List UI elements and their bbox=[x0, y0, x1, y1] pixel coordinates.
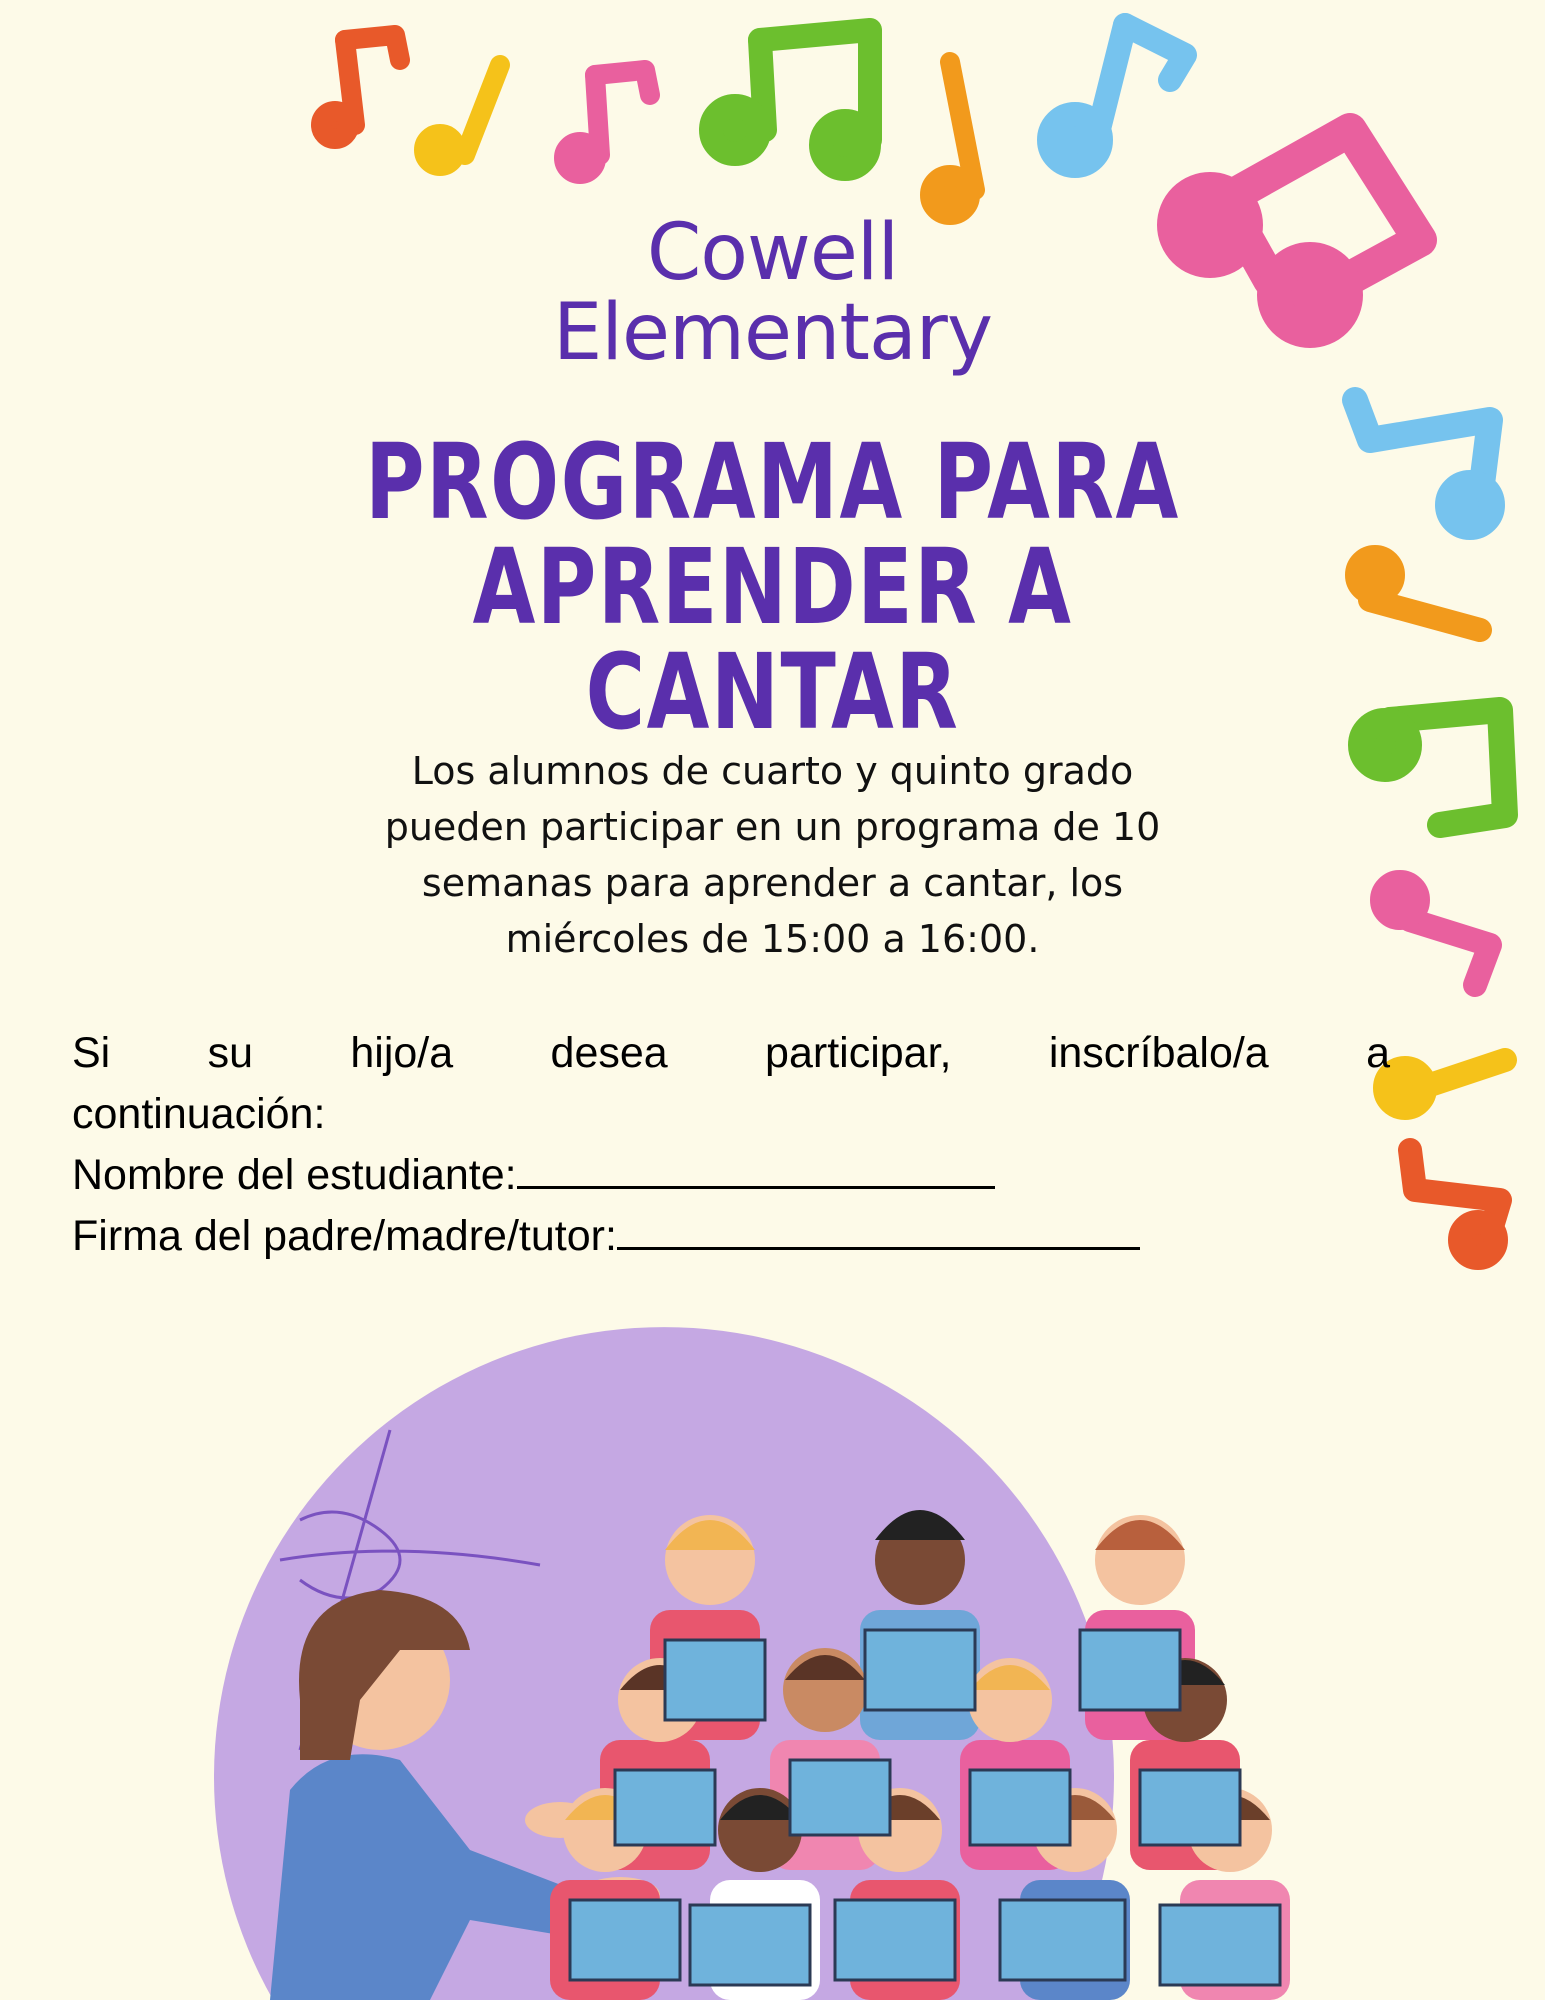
description bbox=[300, 743, 1245, 967]
student-name-row bbox=[72, 1145, 1390, 1206]
title-line1: PROGRAMA PARA bbox=[365, 421, 1180, 543]
description-line1: Los alumnos de cuarto y quinto grado bbox=[411, 749, 1134, 793]
music-note-icon bbox=[321, 35, 400, 139]
guardian-signature-field[interactable] bbox=[617, 1207, 1140, 1250]
description-line2: pueden participar en un programa de 10 bbox=[384, 805, 1161, 849]
music-note-icon bbox=[930, 62, 975, 215]
music-note-icon bbox=[1385, 1060, 1505, 1108]
school-name-line1: Cowell bbox=[646, 208, 899, 298]
description-line4: miércoles de 15:00 a 16:00. bbox=[505, 917, 1040, 961]
music-note-icon bbox=[711, 30, 870, 169]
guardian-signature-row bbox=[72, 1206, 1390, 1267]
school-name-line2: Elementary bbox=[553, 288, 992, 378]
title-line3: CANTAR bbox=[585, 631, 960, 753]
music-note-icon bbox=[1382, 882, 1490, 985]
guardian-signature-label: Firma del padre/madre/tutor: bbox=[72, 1212, 617, 1260]
music-note-icon bbox=[1355, 400, 1492, 527]
choir-illustration bbox=[0, 1300, 1545, 2000]
form-intro-line1: Si su hijo/a desea participar, inscríbalo/a a bbox=[72, 1029, 1390, 1077]
music-note-icon bbox=[1357, 557, 1480, 630]
music-note-icon bbox=[1361, 710, 1505, 825]
form-intro-line2: continuación: bbox=[72, 1090, 326, 1138]
signup-form bbox=[72, 1023, 1390, 1267]
music-note-icon bbox=[424, 65, 500, 166]
music-note-icon bbox=[1410, 1150, 1500, 1258]
student-name-label: Nombre del estudiante: bbox=[72, 1151, 517, 1199]
description-line3: semanas para aprender a cantar, los bbox=[421, 861, 1124, 905]
title-line2: APRENDER A bbox=[472, 526, 1073, 648]
music-note-icon bbox=[564, 70, 650, 174]
student-name-field[interactable] bbox=[517, 1146, 995, 1189]
music-note-icon bbox=[1049, 25, 1185, 166]
